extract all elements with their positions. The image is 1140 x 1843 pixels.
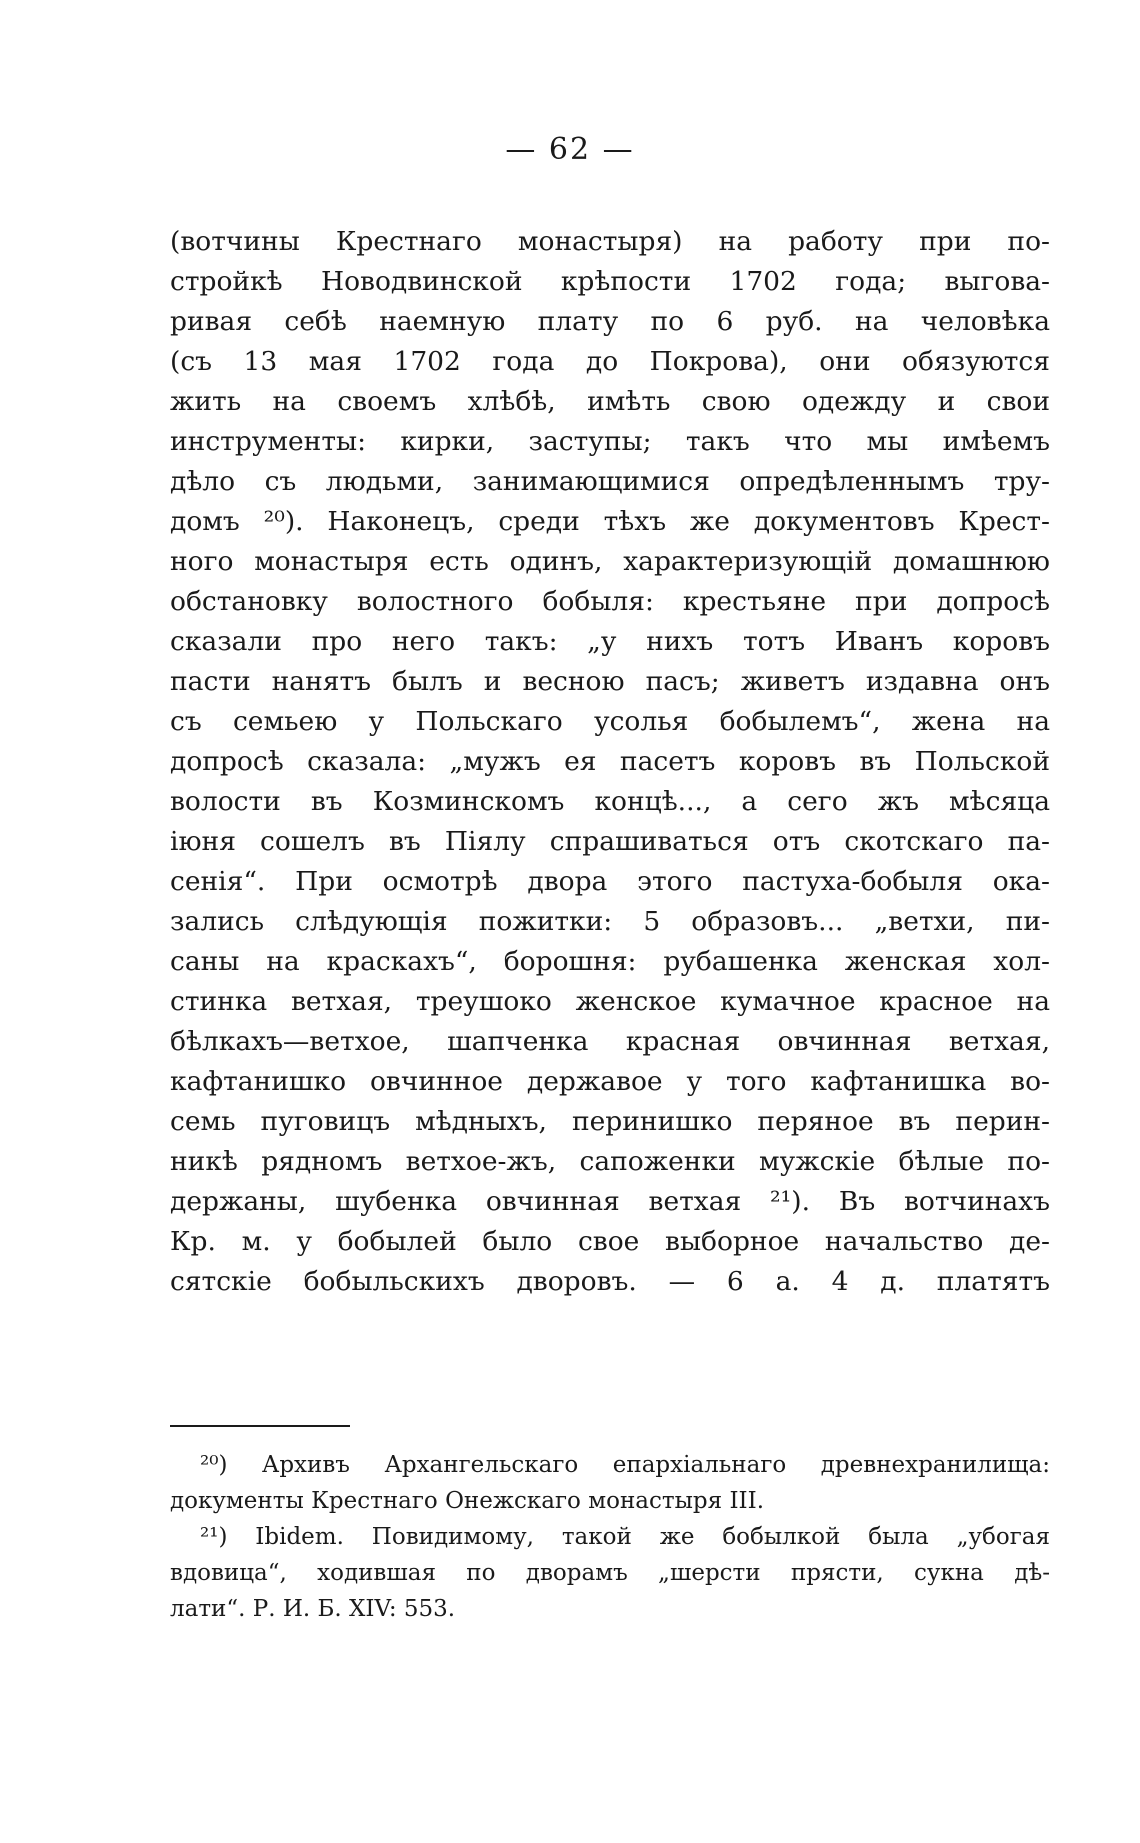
text-line: Кр. м. у бобылей было свое выборное начальство де- [170, 1226, 1050, 1257]
footnote-divider [170, 1425, 350, 1427]
footnote-line: лати“. Р. И. Б. XIV: 553. [170, 1596, 456, 1622]
text-line: никѣ рядномъ ветхое-жъ, сапоженки мужскіе бѣлые по- [170, 1146, 1050, 1177]
text-line: (вотчины Крестнаго монастыря) на работу при по- [170, 226, 1050, 257]
footnote-line: ²¹) Ibidem. Повидимому, такой же бобылкой была „убогая [200, 1524, 1050, 1550]
text-line: съ семьею у Польскаго усолья бобылемъ“, жена на [170, 706, 1050, 737]
text-line: зались слѣдующія пожитки: 5 образовъ... „ветхи, пи- [170, 906, 1050, 937]
text-line: саны на краскахъ“, борошня: рубашенка женская хол- [170, 946, 1050, 977]
footnote-line: ²⁰) Архивъ Архангельскаго епархіальнаго древнехранилища: [200, 1452, 1050, 1478]
text-line: бѣлкахъ—ветхое, шапченка красная овчинная ветхая, [170, 1026, 1050, 1057]
text-line: инструменты: кирки, заступы; такъ что мы имѣемъ [170, 426, 1050, 457]
text-line: допросѣ сказала: „мужъ ея пасетъ коровъ въ Польской [170, 746, 1050, 777]
page-number: — 62 — [505, 132, 635, 167]
text-line: обстановку волостного бобыля: крестьяне при допросѣ [170, 586, 1050, 617]
text-line: семь пуговицъ мѣдныхъ, перинишко перяное въ перин- [170, 1106, 1050, 1137]
footnote-line: вдовица“, ходившая по дворамъ „шерсти прясти, сукна дѣ- [170, 1560, 1050, 1586]
text-line: пасти нанятъ былъ и весною пасъ; живетъ издавна онъ [170, 666, 1050, 697]
text-line: сказали про него такъ: „у нихъ тотъ Иванъ коровъ [170, 626, 1050, 657]
text-line: кафтанишко овчинное державое у того кафтанишка во- [170, 1066, 1050, 1097]
text-line: стинка ветхая, треушоко женское кумачное красное на [170, 986, 1050, 1017]
text-line: дѣло съ людьми, занимающимися опредѣленнымъ тру- [170, 466, 1050, 497]
footnote-20 [170, 1447, 1050, 1519]
text-line: ного монастыря есть одинъ, характеризующій домашнюю [170, 546, 1050, 577]
footnote-line: документы Крестнаго Онежскаго монастыря III. [170, 1488, 765, 1514]
text-line: ривая себѣ наемную плату по 6 руб. на человѣка [170, 306, 1050, 337]
text-line: сятскіе бобыльскихъ дворовъ. — 6 а. 4 д. платятъ [170, 1266, 1050, 1297]
text-line: іюня сошелъ въ Піялу спрашиваться отъ скотскаго па- [170, 826, 1050, 857]
text-line: держаны, шубенка овчинная ветхая ²¹). Въ вотчинахъ [170, 1186, 1050, 1217]
text-line: стройкѣ Новодвинской крѣпости 1702 года; выгова- [170, 266, 1050, 297]
footnotes [170, 1447, 1050, 1627]
footnote-21 [170, 1519, 1050, 1627]
text-line: домъ ²⁰). Наконецъ, среди тѣхъ же документовъ Крест- [170, 506, 1050, 537]
text-line: (съ 13 мая 1702 года до Покрова), они обязуются [170, 346, 1050, 377]
text-line: сенія“. При осмотрѣ двора этого пастуха-бобыля ока- [170, 866, 1050, 897]
main-text [170, 222, 1050, 1302]
text-line: волости въ Козминскомъ концѣ..., а сего жъ мѣсяца [170, 786, 1050, 817]
text-line: жить на своемъ хлѣбѣ, имѣть свою одежду и свои [170, 386, 1050, 417]
